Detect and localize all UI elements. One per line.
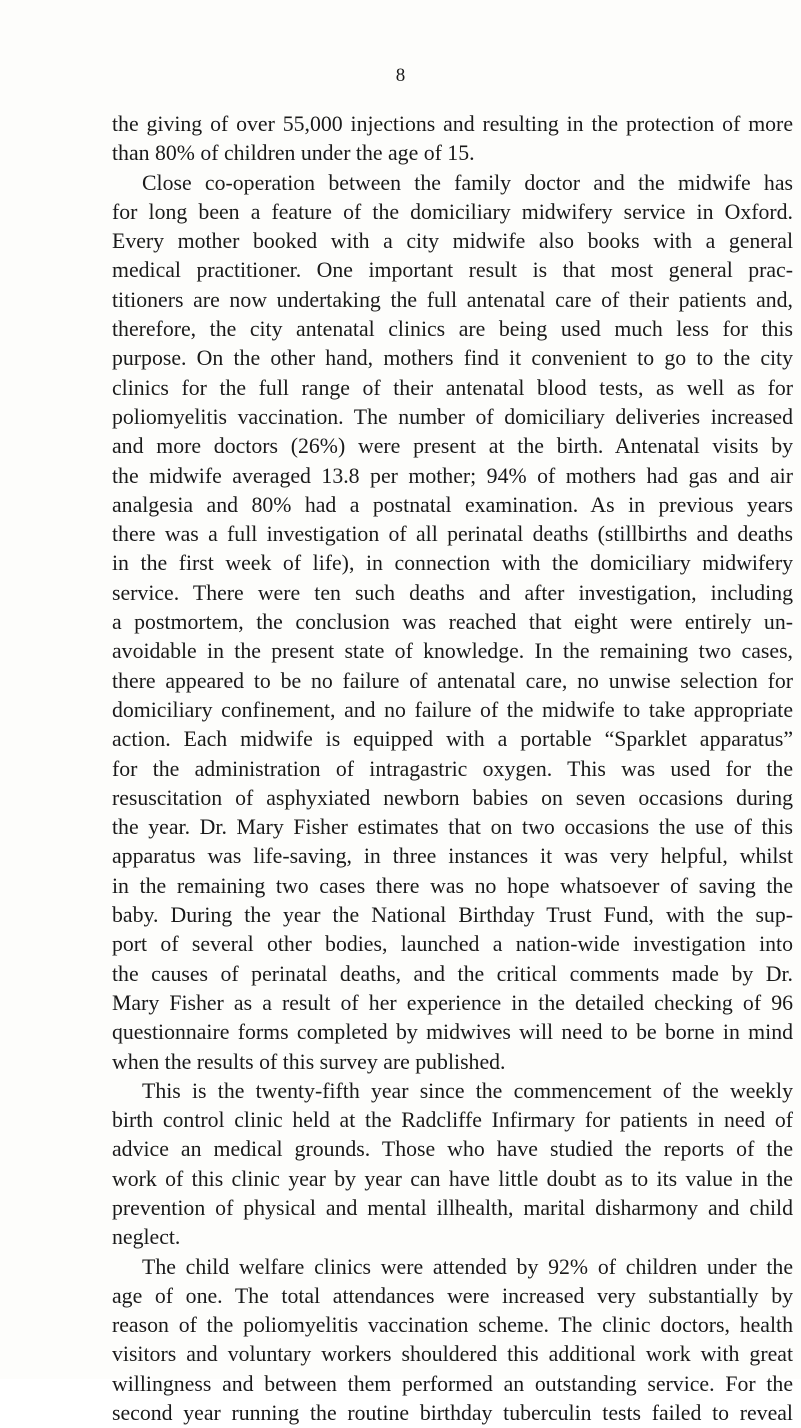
- paragraph: [112, 1253, 793, 1428]
- text-line: prevention of physical and mental illhealth, marital disharmony and child: [112, 1195, 793, 1220]
- text-line: clinics for the full range of their antenatal blood tests, as well as for: [112, 375, 793, 400]
- text-line: the giving of over 55,000 injections and resulting in the protection of more: [112, 112, 793, 136]
- text-line: Every mother booked with a city midwife also books with a general: [112, 229, 793, 254]
- text-line: work of this clinic year by year can have little doubt as to its value in the: [112, 1166, 793, 1191]
- text-line: resuscitation of asphyxiated newborn babies on seven occasions during: [112, 785, 793, 810]
- page-number: 8: [395, 65, 406, 86]
- text-line: questionnaire forms completed by midwives will need to be borne in mind: [112, 1020, 793, 1045]
- text-line: titioners are now undertaking the full antenatal care of their patients and,: [112, 287, 793, 312]
- text-line: domiciliary confinement, and no failure of the midwife to take appropriate: [112, 697, 793, 722]
- text-line: baby. During the year the National Birthday Trust Fund, with the sup-: [112, 903, 793, 928]
- text-line: Close co-operation between the family doctor and the midwife has: [142, 170, 793, 195]
- text-line: the causes of perinatal deaths, and the critical comments made by Dr.: [112, 961, 793, 986]
- text-line: there was a full investigation of all perinatal deaths (stillbirths and deaths: [112, 522, 793, 547]
- text-line: age of one. The total attendances were increased very substantially by: [112, 1283, 793, 1308]
- text-line: poliomyelitis vaccination. The number of domiciliary deliveries increased: [112, 404, 793, 429]
- text-line: apparatus was life-saving, in three instances it was very helpful, whilst: [112, 844, 793, 869]
- text-line: for long been a feature of the domiciliary midwifery service in Oxford.: [112, 199, 793, 224]
- text-line: port of several other bodies, launched a nation-wide investigation into: [112, 932, 793, 957]
- text-line: advice an medical grounds. Those who have studied the reports of the: [112, 1137, 793, 1162]
- text-line: medical practitioner. One important result is that most general prac-: [112, 258, 793, 283]
- text-line: Mary Fisher as a result of her experience in the detailed checking of 96: [112, 990, 793, 1015]
- text-line: for the administration of intragastric oxygen. This was used for the: [112, 756, 793, 781]
- text-line: analgesia and 80% had a postnatal examination. As in previous years: [112, 492, 793, 517]
- text-line: and more doctors (26%) were present at the birth. Antenatal visits by: [112, 434, 793, 459]
- text-line: birth control clinic held at the Radcliffe Infirmary for patients in need of: [112, 1108, 793, 1133]
- text-line: than 80% of children under the age of 15.: [112, 141, 475, 166]
- text-line: visitors and voluntary workers shouldered this additional work with great: [112, 1342, 793, 1367]
- text-line: in the first week of life), in connection with the domiciliary midwifery: [112, 551, 793, 576]
- text-line: therefore, the city antenatal clinics are being used much less for this: [112, 317, 793, 342]
- text-line: purpose. On the other hand, mothers find it convenient to go to the city: [112, 346, 793, 371]
- text-line: The child welfare clinics were attended by 92% of children under the: [142, 1254, 793, 1279]
- text-line: This is the twenty-fifth year since the commencement of the weekly: [142, 1078, 793, 1103]
- text-line: reason of the poliomyelitis vaccination scheme. The clinic doctors, health: [112, 1313, 793, 1338]
- paragraph: [112, 1077, 793, 1253]
- text-line: second year running the routine birthday tuberculin tests failed to reveal: [112, 1401, 793, 1426]
- text-line: willingness and between them performed an outstanding service. For the: [112, 1371, 793, 1396]
- paragraph: [112, 169, 793, 1077]
- text-line: the midwife averaged 13.8 per mother; 94% of mothers had gas and air: [112, 463, 793, 488]
- text-line: neglect.: [112, 1225, 181, 1250]
- text-line: there appeared to be no failure of antenatal care, no unwise selection for: [112, 668, 793, 693]
- body-text: [112, 110, 793, 1428]
- text-line: a postmortem, the conclusion was reached that eight were entirely un-: [112, 610, 793, 635]
- text-line: service. There were ten such deaths and after investigation, including: [112, 580, 793, 605]
- text-line: in the remaining two cases there was no hope whatsoever of saving the: [112, 873, 793, 898]
- text-line: the year. Dr. Mary Fisher estimates that on two occasions the use of this: [112, 815, 793, 840]
- paragraph: [112, 110, 793, 169]
- text-line: avoidable in the present state of knowledge. In the remaining two cases,: [112, 639, 793, 664]
- text-line: when the results of this survey are published.: [112, 1049, 506, 1074]
- text-line: action. Each midwife is equipped with a portable “Sparklet apparatus”: [112, 727, 793, 752]
